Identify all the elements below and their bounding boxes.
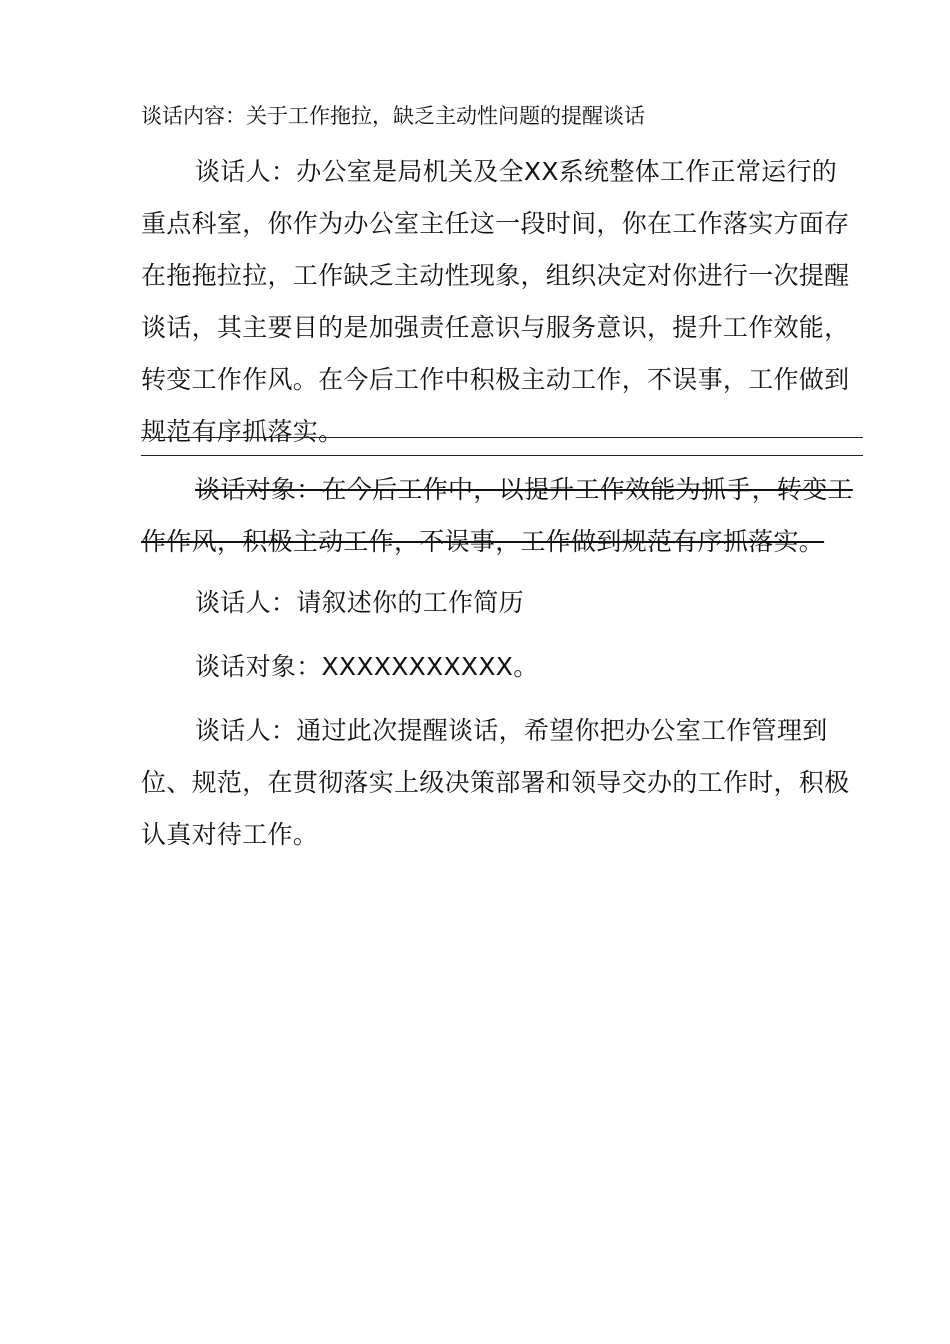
- paragraph-subject-response-struck: 谈话对象：在今后工作中，以提升工作效能为抓手，转变工作作风，积极主动工作，不误事，工作做到规范有序抓落实。: [141, 475, 853, 556]
- paragraph-subject-answer: 谈话对象：XXXXXXXXXXX。: [195, 652, 539, 681]
- paragraph-speaker-question: 谈话人：请叙述你的工作简历: [195, 588, 524, 617]
- paragraph-speaker-closing: 谈话人：通过此次提醒谈话，希望你把办公室工作管理到位、规范，在贯彻落实上级决策部署和领导交办的工作时，积极认真对待工作。: [141, 716, 850, 849]
- paragraph-speaker-intro: 谈话人：办公室是局机关及全XX系统整体工作正常运行的重点科室，你作为办公室主任这一段时间，你在工作落实方面存在拖拖拉拉，工作缺乏主动性现象，组织决定对你进行一次提醒谈话，其主要目的是加强责任意识与服务意识，提升工作效能，转变工作作风。在今后工作中积极主动工作，不误事，工作做到规范有序抓落实。: [141, 157, 850, 446]
- horizontal-rule-top: [141, 437, 863, 438]
- document-heading: 谈话内容：关于工作拖拉，缺乏主动性问题的提醒谈话: [141, 104, 645, 128]
- horizontal-rule-bottom: [141, 455, 863, 456]
